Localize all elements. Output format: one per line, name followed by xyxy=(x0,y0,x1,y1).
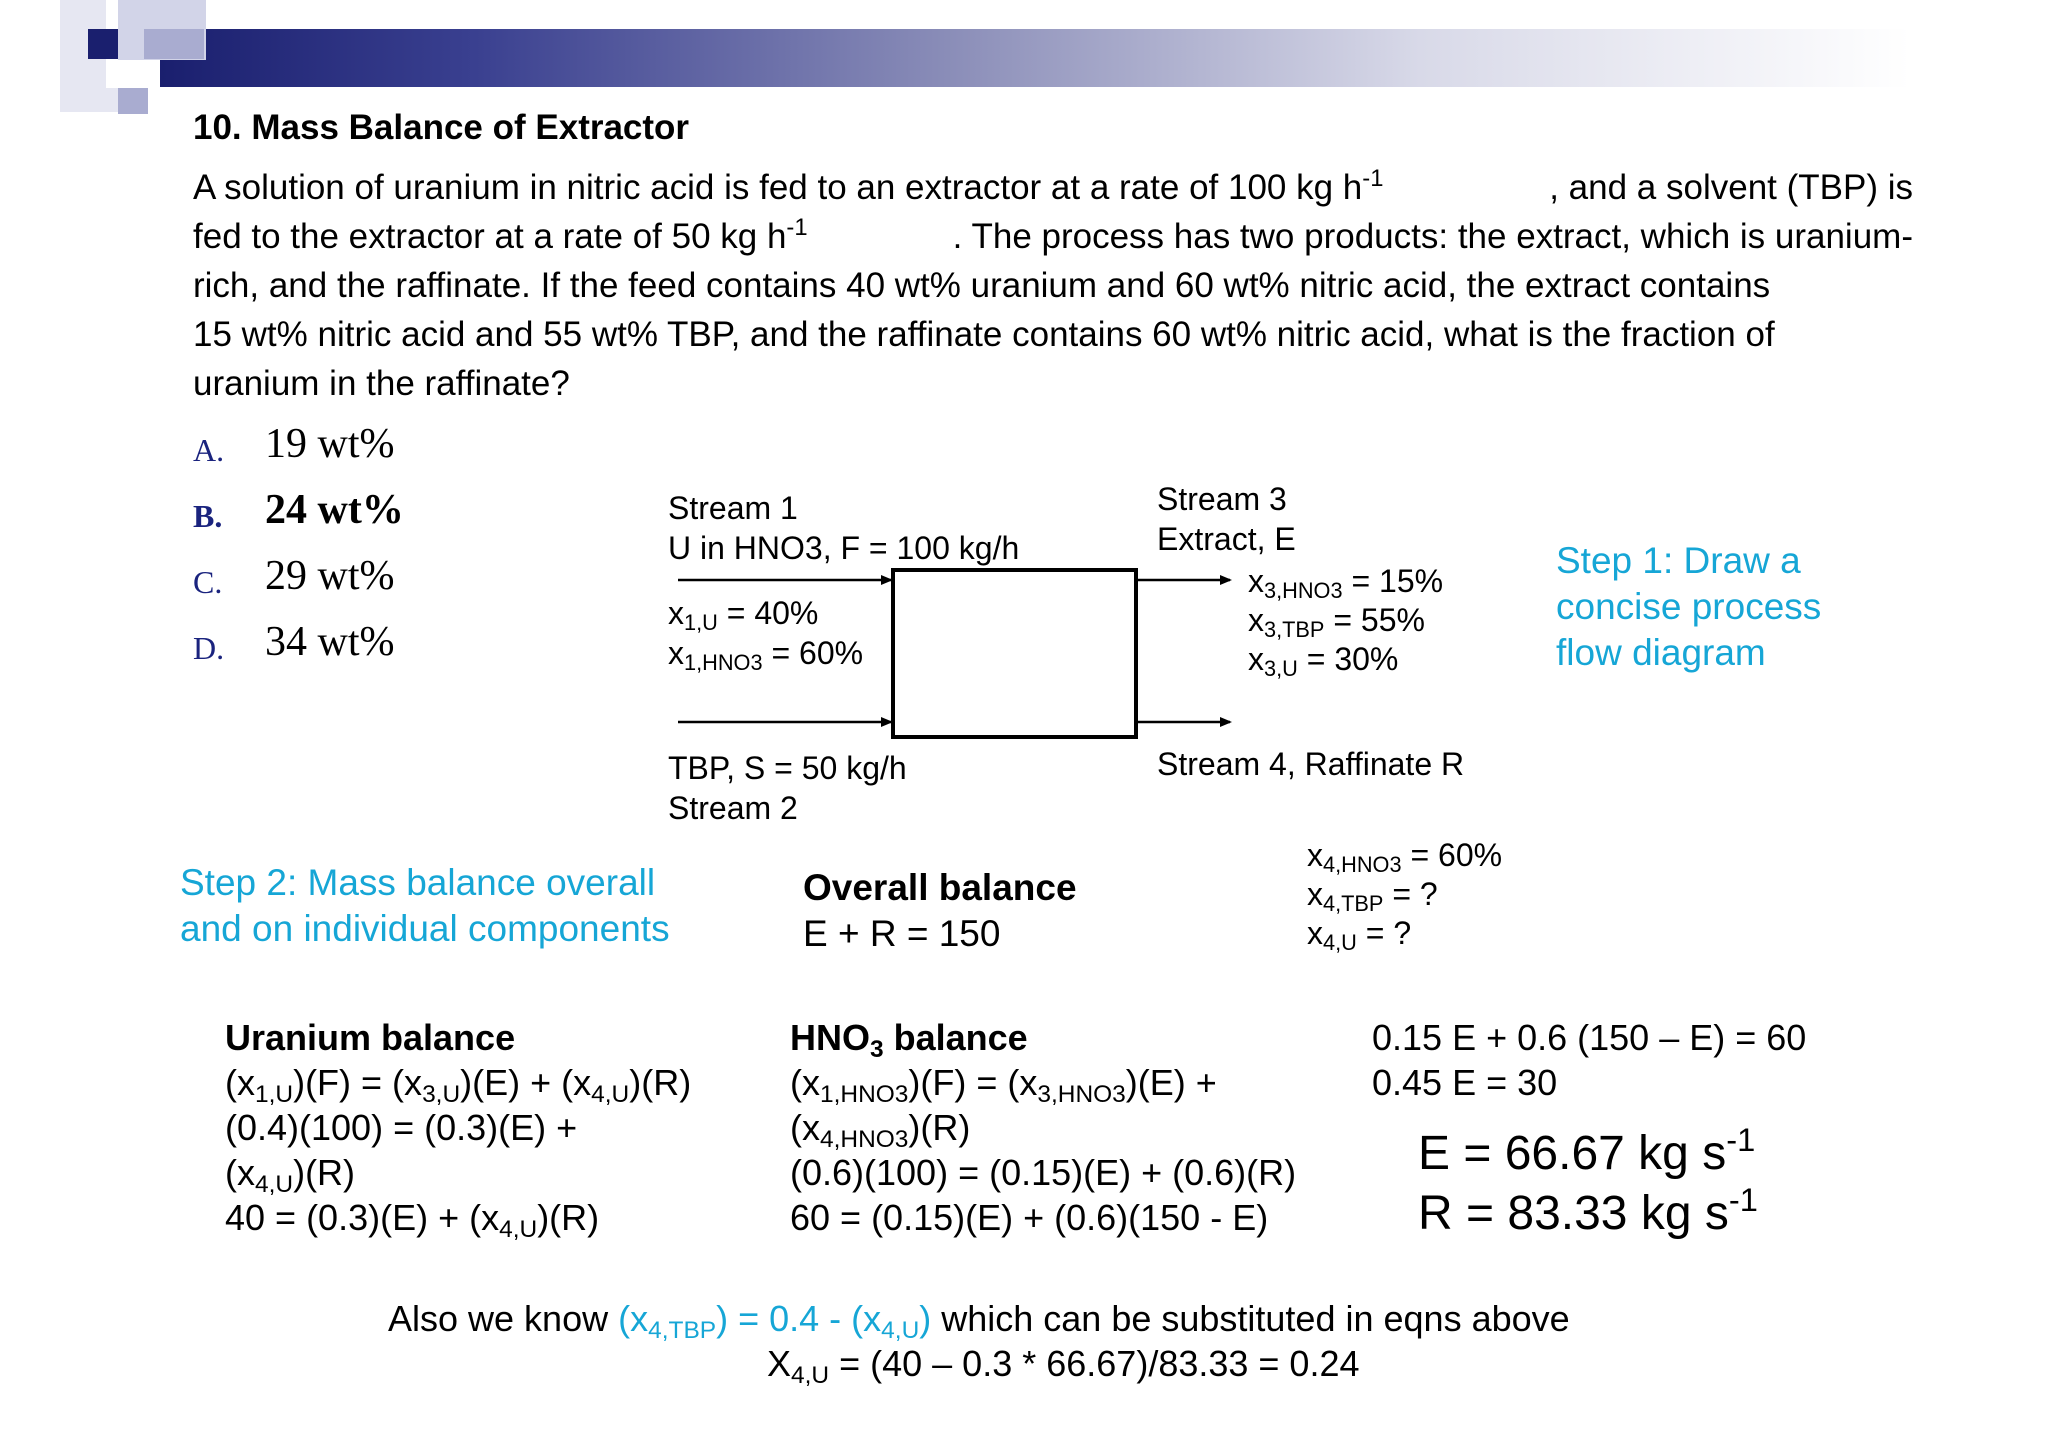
option-letter: A. xyxy=(193,432,225,468)
problem-line: 15 wt% nitric acid and 55 wt% TBP, and the raffinate contains 60 wt% nitric acid, what is the fraction of xyxy=(193,315,1775,354)
step1-note: Step 1: Draw a concise process flow diagram xyxy=(1556,540,1822,673)
option-letter: C. xyxy=(193,564,223,600)
solve-steps: 0.15 E + 0.6 (150 – E) = 60 0.45 E = 30 xyxy=(1372,1017,1807,1103)
stream4-composition: $x_{4,HNO3} = 60\%$ $x_{4,TBP}$ = ? $x_{4,U}$ = ? xyxy=(1307,837,1503,956)
stream3-label: Stream 3 Extract, E xyxy=(1157,481,1296,557)
stream3-composition: $x_{3,HNO3} = 15\%$ $x_{3,TBP} = 55\%$ $x_{3,U} = 30\%$ xyxy=(1248,563,1444,682)
option-text: 24 wt% xyxy=(265,487,404,533)
uranium-balance: Uranium balance $(x_{1,U})(F) = (x_{3,U})(E) + (x_{4,U})(R)$ (0.4)(100) = (0.3)(E) + $(x_{4,U})(R)$ $40 = (0.3)(E) + (x_{4,U})(R)$ xyxy=(225,1017,692,1243)
final-answer: $X_{4,U} = (40 - 0.3 * 66.67)/83.33 = 0.24$ xyxy=(767,1343,1360,1389)
slide-title: 10. Mass Balance of Extractor xyxy=(193,108,690,147)
overall-balance: Overall balance E + R = 150 xyxy=(803,867,1077,954)
problem-line: uranium in the raffinate? xyxy=(193,364,570,403)
stream1-composition: $x_{1,U} = 40\%$ $x_{1,HNO3} = 60\%$ xyxy=(668,595,864,676)
also-we-know: Also we know $(x_{4,TBP}) = 0.4 - (x_{4,U})$ which can be substituted in eqns above xyxy=(388,1298,1570,1344)
results: E = 66.67 kg $s^{-1}$ R = 83.33 kg $s^{-1}$ xyxy=(1418,1121,1758,1240)
hno3-balance: $HNO_3$ balance $(x_{1,HNO3})(F) = (x_{3,HNO3})(E)$ + $(x_{4,HNO3})(R)$ (0.6)(100) = (0.15)(E) + (0.6)(R) 60 = (0.15)(E) + (0.6)(150 - E) xyxy=(790,1017,1297,1238)
step2-note: Step 2: Mass balance overall and on individual components xyxy=(180,862,670,949)
problem-line: fed to the extractor at a rate of 50 kg $h^{-1}$ . The process has two products: the extract, which is uranium- xyxy=(193,213,1913,256)
option-text: 34 wt% xyxy=(265,619,395,665)
problem-line: A solution of uranium in nitric acid is fed to an extractor at a rate of 100 kg $h^{-1}$ , and a solvent (TBP) is xyxy=(193,164,1913,207)
option-text: 29 wt% xyxy=(265,553,395,599)
stream4-label: Stream 4, Raffinate R xyxy=(1157,746,1465,782)
stream1-label: Stream 1 U in HNO3, F = 100 kg/h xyxy=(668,490,1020,566)
option-letter: B. xyxy=(193,498,223,534)
problem-line: rich, and the raffinate. If the feed contains 40 wt% uranium and 60 wt% nitric acid, the extract contains xyxy=(193,266,1771,305)
extractor-box xyxy=(893,570,1136,737)
stream2-label: TBP, S = 50 kg/h Stream 2 xyxy=(668,750,907,826)
option-letter: D. xyxy=(193,630,225,666)
option-text: 19 wt% xyxy=(265,421,395,467)
